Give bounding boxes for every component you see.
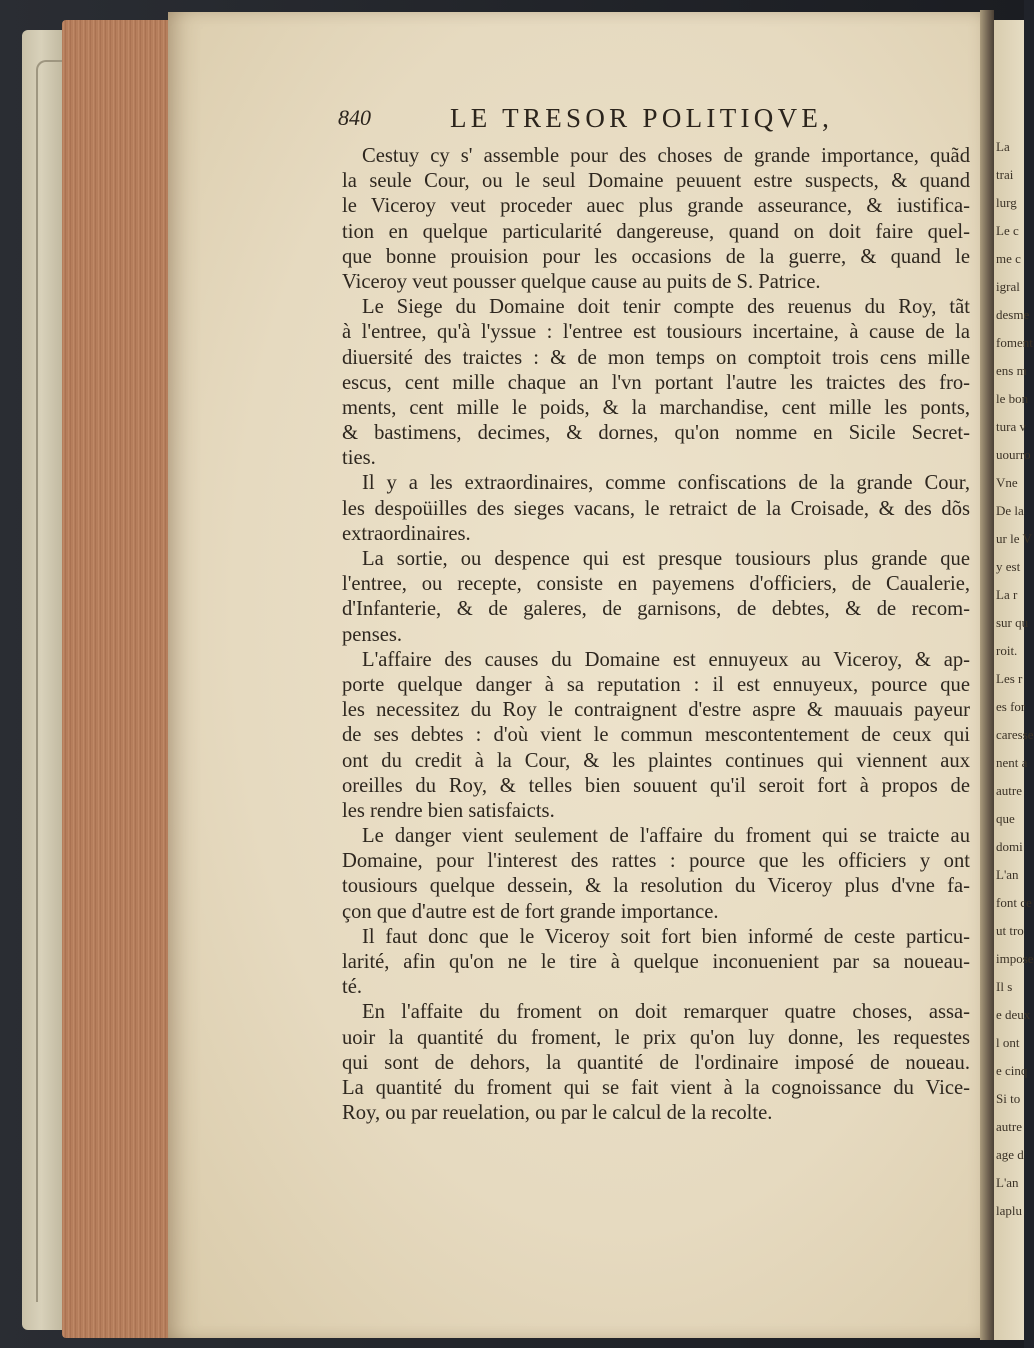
text-line: porte quelque danger à sa reputation : il est ennuyeux, pource que <box>342 673 970 696</box>
facing-page-fragment: font ce <box>996 895 1032 910</box>
facing-page-fragment: La r <box>996 587 1018 602</box>
text-line: les rendre bien satisfaicts. <box>342 799 555 822</box>
text-line: Il faut donc que le Viceroy soit fort bien informé de ceste particu- <box>362 925 970 948</box>
facing-page-fragment: Si to <box>996 1091 1021 1106</box>
facing-page-fragment: laplu <box>996 1203 1022 1218</box>
text-line: & bastimens, decimes, & dornes, qu'on nomme en Sicile Secret- <box>342 422 970 445</box>
text-line: En l'affaite du froment on doit remarquer quatre choses, assa- <box>362 1001 970 1024</box>
facing-page-fragment: Le c <box>996 223 1019 238</box>
facing-page-fragment: foment <box>996 335 1033 350</box>
text-line: tousiours quelque dessein, & la resolution du Viceroy plus d'vne fa- <box>342 875 970 898</box>
paragraph <box>342 824 970 925</box>
paragraph <box>342 1000 970 1126</box>
facing-page-fragment: trai <box>996 167 1014 182</box>
text-line: uoir la quantité du froment, le prix qu'on luy donne, les requestes <box>342 1026 970 1049</box>
facing-page-fragment: l ont <box>996 1035 1020 1050</box>
facing-page-fragment: sur qu <box>996 615 1029 630</box>
facing-page-fragment: Il s <box>996 979 1013 994</box>
paragraph <box>342 295 970 471</box>
facing-page-fragment: ur le V <box>996 531 1032 546</box>
running-title: LE TRESOR POLITIQVE, <box>450 103 834 133</box>
text-line: Roy, ou par reuelation, ou par le calcul de la recolte. <box>342 1102 773 1125</box>
text-line: ont du credit à la Cour, & les plaintes continues qui viennent aux <box>342 749 970 772</box>
facing-page-fragment: domi <box>996 839 1023 854</box>
facing-page-fragment: es for <box>996 699 1026 714</box>
facing-page-fragment: L'an <box>996 1175 1019 1190</box>
facing-page-edge <box>994 20 1034 1340</box>
facing-page-fragment: Vne <box>996 475 1018 490</box>
text-line: diuersité des traictes : & de mon temps on comptoit trois cens mille <box>342 346 970 369</box>
text-line: larité, afin qu'on ne le tire à quelque inconuenient par sa noueau- <box>342 951 970 973</box>
text-line: l'entree, ou recepte, consiste en payemens d'officiers, de Caualerie, <box>342 573 970 596</box>
facing-page-fragment: impose <box>996 951 1034 966</box>
facing-page-fragment: caresse <box>996 727 1034 742</box>
facing-page-fragment: La <box>996 139 1010 154</box>
text-line: les despoüilles des sieges vacans, le retraict de la Croisade, & des dõs <box>342 497 970 520</box>
page-number: 840 <box>338 105 371 130</box>
text-line: L'affaire des causes du Domaine est ennuyeux au Viceroy, & ap- <box>362 648 970 671</box>
text-line: escus, cent mille chaque an l'vn portant l'autre les traictes des fro- <box>342 371 970 394</box>
text-line: té. <box>342 976 363 999</box>
text-line: Viceroy veut pousser quelque cause au puits de S. Patrice. <box>342 270 821 293</box>
facing-page-fragment: autre <box>996 1119 1022 1134</box>
text-line: d'Infanterie, & de galeres, de garnisons, de debtes, & de recom- <box>342 598 970 621</box>
facing-page-fragment: tura v <box>996 419 1026 434</box>
facing-page-fragment: desme <box>996 307 1030 322</box>
facing-page-fragment: me c <box>996 251 1021 266</box>
facing-page-fragment: y est <box>996 559 1021 574</box>
facing-page-fragment: age d <box>996 1147 1024 1162</box>
text-line: penses. <box>342 623 403 646</box>
facing-page-fragment: De la <box>996 503 1024 518</box>
page-edges <box>62 20 172 1338</box>
text-line: de ses debtes : d'où vient le commun mescontentement de ceux qui <box>342 724 970 747</box>
text-line: La quantité du froment qui se fait vient à la cognoissance du Vice- <box>342 1076 970 1099</box>
text-line: extraordinaires. <box>342 522 471 545</box>
text-line: oreilles du Roy, & telles bien souuent qu'il seroit fort à propos de <box>342 774 970 797</box>
text-line: Le Siege du Domaine doit tenir compte des reuenus du Roy, tãt <box>362 296 970 319</box>
facing-page-fragment: Les r <box>996 671 1023 686</box>
text-line: Domaine, pour l'interest des rattes : pource que les officiers y ont <box>342 850 970 873</box>
text-line: qui sont de dehors, la quantité de l'ordinaire imposé de noueau. <box>342 1051 970 1074</box>
text-line: çon que d'autre est de fort grande importance. <box>342 900 719 923</box>
text-line: la seule Cour, ou le seul Domaine peuuent estre suspects, & quand <box>342 170 970 193</box>
cover-edge <box>36 60 64 1302</box>
text-line: que bonne prouision pour les occasions de la guerre, & quand le <box>342 245 970 268</box>
facing-page-fragment: autre <box>996 783 1022 798</box>
facing-page-fragment: e deux <box>996 1007 1031 1022</box>
facing-page-fragment: roit. <box>996 643 1018 658</box>
text-line: La sortie, ou despence qui est presque tousiours plus grande que <box>362 548 970 570</box>
paragraph <box>342 144 970 295</box>
book-gutter <box>980 10 994 1340</box>
facing-page-fragment: le bon <box>996 391 1029 406</box>
facing-page-fragment: uourro <box>996 447 1031 462</box>
running-head <box>338 103 898 139</box>
text-line: Il y a les extraordinaires, comme confiscations de la grande Cour, <box>362 472 970 495</box>
paragraph <box>342 547 970 648</box>
facing-page-fragment: ens m <box>996 363 1027 378</box>
text-line: Le danger vient seulement de l'affaire du froment qui se traicte au <box>362 825 970 848</box>
text-line: Cestuy cy s' assemble pour des choses de grande importance, quãd <box>362 145 970 167</box>
facing-page-fragment: igral <box>996 279 1020 294</box>
paragraph <box>342 925 970 1001</box>
text-line: ments, cent mille le poids, & la marchandise, cent mille les ponts, <box>342 396 970 419</box>
text-line: tion en quelque particularité dangereuse, quand on doit faire quel- <box>342 220 970 243</box>
paragraph <box>342 471 970 547</box>
facing-page-fragment: que <box>996 811 1015 826</box>
text-line: ties. <box>342 447 376 470</box>
body-text <box>342 144 970 1126</box>
text-line: les necessitez du Roy le contraignent d'estre aspre & mauuais payeur <box>342 699 970 722</box>
facing-page-fragment: ut tro <box>996 923 1024 938</box>
facing-page-fragment: e cinq <box>996 1063 1028 1078</box>
paragraph <box>342 648 970 824</box>
facing-page-fragment: lurg <box>996 195 1017 210</box>
facing-page-fragment: nent a <box>996 755 1028 770</box>
facing-page-fragment: L'an <box>996 867 1019 882</box>
text-line: le Viceroy veut proceder auec plus grande asseurance, & iustifica- <box>342 195 970 218</box>
text-line: à l'entree, qu'à l'yssue : l'entree est tousiours incertaine, à cause de la <box>342 321 970 344</box>
